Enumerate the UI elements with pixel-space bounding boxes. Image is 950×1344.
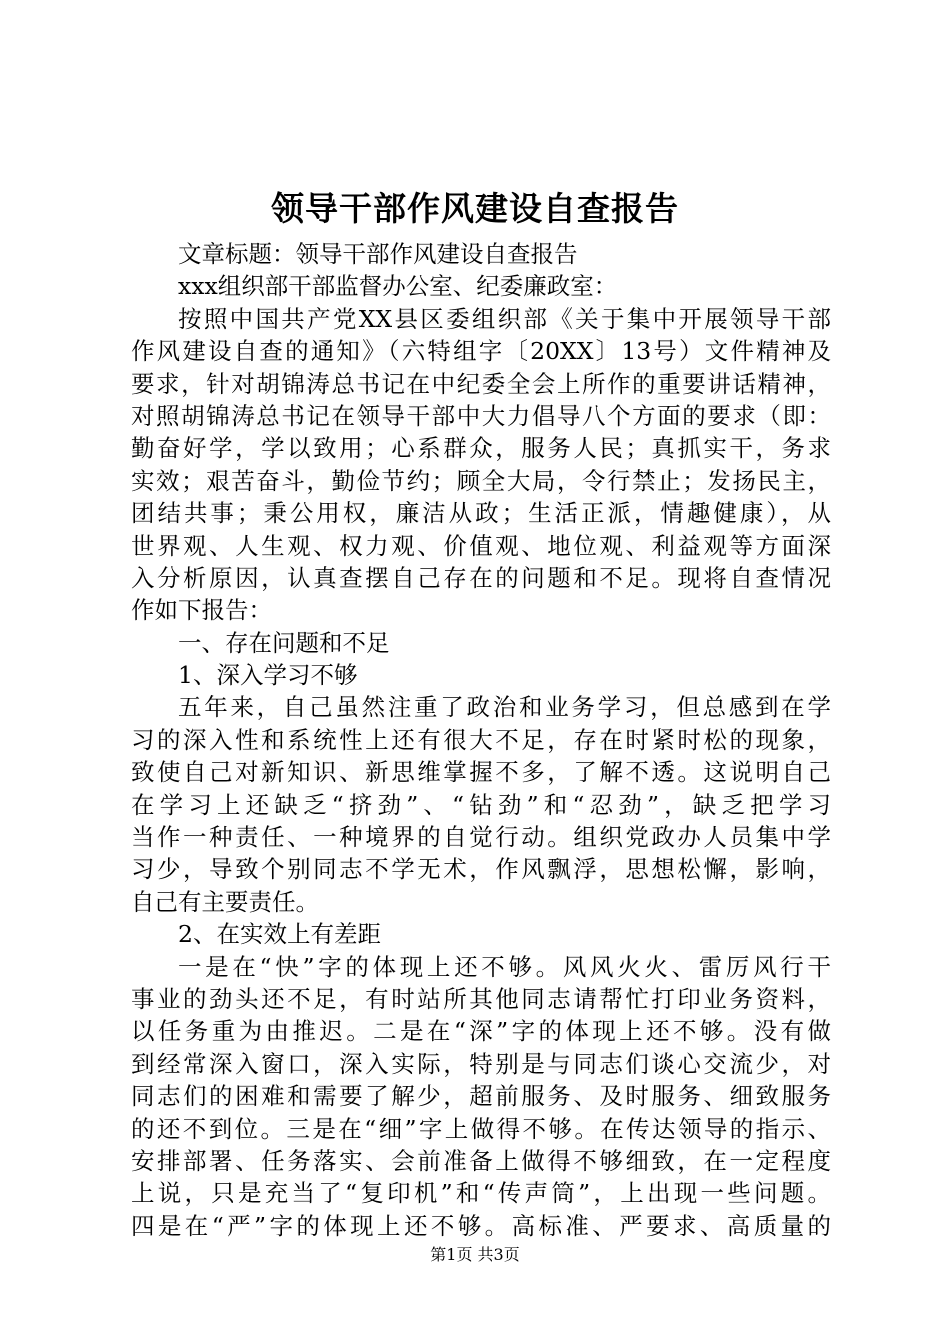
subsection-heading: 2、在实效上有差距 (178, 920, 381, 949)
text-line: 按照中国共产党XX县区委组织部《关于集中开展领导干部 (178, 304, 831, 333)
text-line: 自己有主要责任。 (131, 887, 319, 916)
text-line: 四是在“严”字的体现上还不够。高标准、严要求、高质量的 (131, 1211, 831, 1240)
text-line: 一是在“快”字的体现上还不够。风风火火、雷厉风行干 (178, 952, 831, 981)
page-footer: 第1页 共3页 (430, 1245, 520, 1264)
text-line: 当作一种责任、一种境界的自觉行动。组织党政办人员集中学 (131, 823, 831, 852)
text-line: 致使自己对新知识、新思维掌握不多，了解不透。这说明自己 (131, 758, 831, 787)
text-line: 五年来，自己虽然注重了政治和业务学习，但总感到在学 (178, 693, 831, 722)
text-line: 习少，导致个别同志不学无术，作风飘浮，思想松懈，影响， (131, 855, 831, 884)
text-line: 作如下报告： (131, 596, 272, 625)
text-line: 勤奋好学，学以致用；心系群众，服务人民；真抓实干，务求 (131, 434, 831, 463)
text-line: 在学习上还缺乏“挤劲”、“钻劲”和“忍劲”，缺乏把学习 (131, 790, 831, 819)
text-line: 团结共事；秉公用权，廉洁从政；生活正派，情趣健康），从 (131, 499, 831, 528)
text-line: 以任务重为由推迟。二是在“深”字的体现上还不够。没有做 (131, 1017, 831, 1046)
text-line: 作风建设自查的通知》（六特组字〔20XX〕13号）文件精神及 (131, 337, 831, 366)
text-line: 世界观、人生观、权力观、价值观、地位观、利益观等方面深 (131, 531, 831, 560)
text-line: 实效；艰苦奋斗，勤俭节约；顾全大局，令行禁止；发扬民主， (131, 466, 831, 495)
text-line: 习的深入性和系统性上还有很大不足，存在时紧时松的现象， (131, 725, 831, 754)
text-line: 入分析原因，认真查摆自己存在的问题和不足。现将自查情况 (131, 563, 831, 592)
document-title: 领导干部作风建设自查报告 (271, 189, 679, 228)
text-line: 安排部署、任务落实、会前准备上做得不够细致，在一定程度 (131, 1146, 831, 1175)
text-line: 对照胡锦涛总书记在领导干部中大力倡导八个方面的要求（即： (131, 401, 831, 430)
subsection-heading: 1、深入学习不够 (178, 661, 358, 690)
text-line: 到经常深入窗口，深入实际，特别是与同志们谈心交流少，对 (131, 1049, 831, 1078)
document-body (131, 238, 831, 1242)
text-line: 事业的劲头还不足，有时站所其他同志请帮忙打印业务资料， (131, 984, 831, 1013)
text-line: 的还不到位。三是在“细”字上做得不够。在传达领导的指示、 (131, 1114, 831, 1143)
text-line: 同志们的困难和需要了解少，超前服务、及时服务、细致服务 (131, 1082, 831, 1111)
section-heading: 一、存在问题和不足 (178, 628, 390, 657)
text-line: 上说，只是充当了“复印机”和“传声筒”，上出现一些问题。 (131, 1179, 831, 1208)
text-line: 要求，针对胡锦涛总书记在中纪委全会上所作的重要讲话精神， (131, 369, 831, 398)
text-line: 文章标题：领导干部作风建设自查报告 (178, 240, 578, 268)
text-line: xxx组织部干部监督办公室、纪委廉政室： (178, 272, 618, 301)
